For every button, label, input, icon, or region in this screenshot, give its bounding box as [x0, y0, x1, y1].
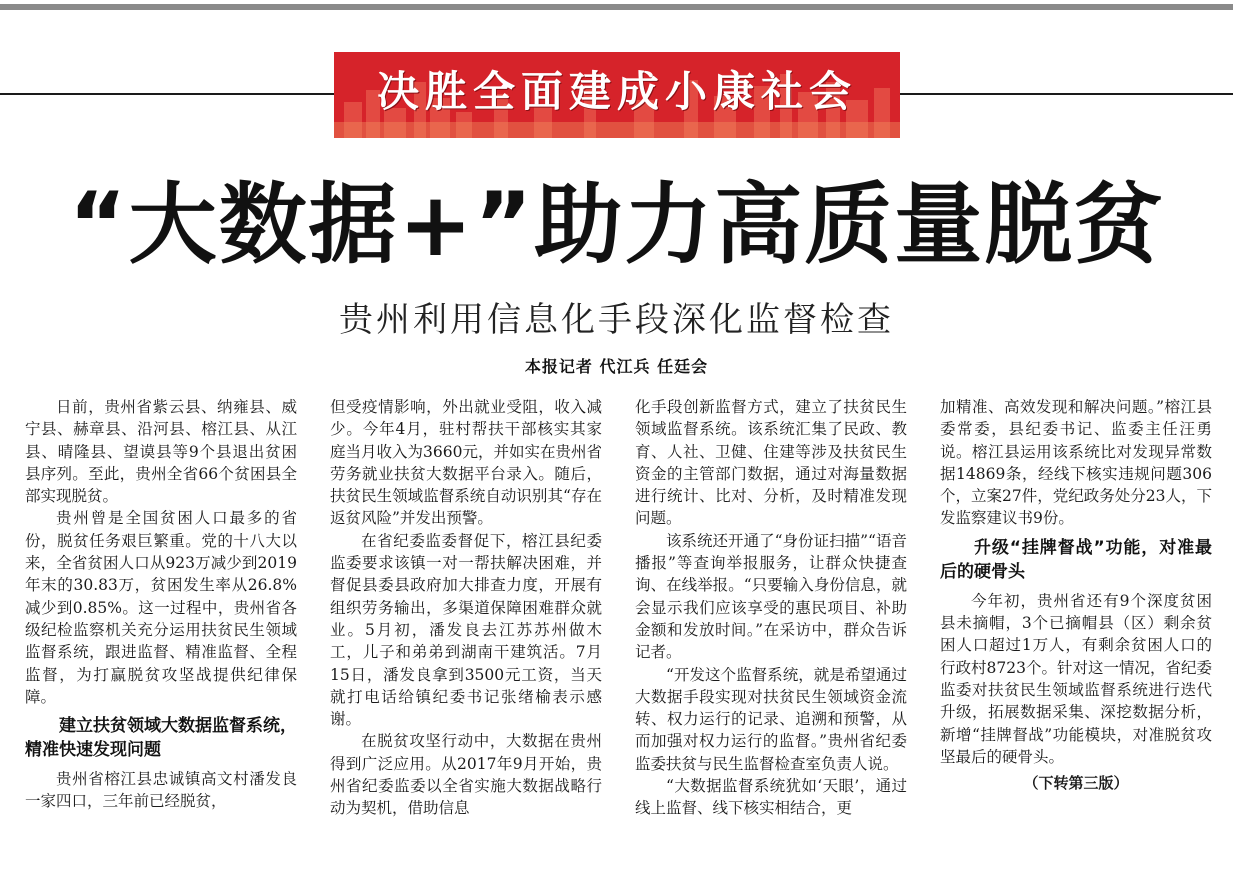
- paragraph-continued: 但受疫情影响，外出就业受阻，收入减少。今年4月，驻村帮扶干部核实其家庭当月收入为3660元，并如实在贵州省劳务就业扶贫大数据平台录入。随后，扶贫民生领域监督系统自动识别其“存在返贫风险”并发出预警。: [330, 398, 602, 528]
- banner-rule-right: [900, 93, 1233, 95]
- section-heading: 建立扶贫领域大数据监督系统，精准快速发现问题: [25, 716, 297, 761]
- paragraph-continued: 化手段创新监督方式，建立了扶贫民生领域监督系统。该系统汇集了民政、教育、人社、卫健、住建等涉及扶贫民生资金的主管部门数据，通过对海量数据进行统计、比对、分析，及时精准发现问题。: [635, 398, 907, 528]
- banner-rule-left: [0, 93, 334, 95]
- paragraph: 在脱贫攻坚行动中，大数据在贵州得到广泛应用。从2017年9月开始，贵州省纪委监委以全省实施大数据战略行动为契机，借助信息: [330, 732, 602, 818]
- paragraph: 今年初，贵州省还有9个深度贫困县未摘帽，3个已摘帽县（区）剩余贫困人口超过1万人，有剩余贫困人口的行政村8723个。针对这一情况，省纪委监委对扶贫民生领域监督系统进行迭代升级，拓展数据采集、深挖数据分析，新增“挂牌督战”功能模块，对准脱贫攻坚最后的硬骨头。: [940, 591, 1212, 766]
- paragraph-continued: 加精准、高效发现和解决问题。”榕江县委常委，县纪委书记、监委主任汪勇说。榕江县运用该系统比对发现异常数据14869条，经线下核实违规问题306个，立案27件，党纪政务处分23人，下发监察建议书9份。: [940, 398, 1212, 528]
- continued-on-page-note: （下转第三版）: [1023, 774, 1129, 793]
- paragraph: 该系统还开通了“身份证扫描”“语音播报”等查询举报服务，让群众快捷查询、在线举报。“只要输入身份信息，就会显示我们应该享受的惠民项目、补助金额和发放时间。”在采访中，群众告诉记者。: [635, 531, 907, 662]
- article-column-4: [940, 396, 1212, 875]
- banner-title: 决胜全面建成小康社会: [376, 67, 857, 116]
- byline: 本报记者 代江兵 任廷会: [524, 357, 709, 376]
- paragraph: 贵州曾是全国贫困人口最多的省份，脱贫任务艰巨繁重。党的十八大以来，全省贫困人口从923万减少到2019年末的30.83万，贫困发生率从26.8%减少到0.85%。这一过程中，贵州省各级纪检监察机关充分运用扶贫民生领域监督系统，跟进监督、精准监督、全程监督，为打赢脱贫攻坚战提供纪律保障。: [25, 509, 297, 706]
- subheadline: 贵州利用信息化手段深化监督检查: [339, 300, 894, 340]
- article-column-3: [635, 396, 907, 875]
- article-column-1: [25, 396, 297, 875]
- paragraph: 日前，贵州省紫云县、纳雍县、威宁县、赫章县、沿河县、榕江县、从江县、晴隆县、望谟县等9个县退出贫困县序列。至此，贵州全省66个贫困县全部实现脱贫。: [25, 398, 297, 506]
- section-banner: [334, 52, 900, 138]
- paragraph: 在省纪委监委督促下，榕江县纪委监委要求该镇一对一帮扶解决困难，并督促县委县政府加大排查力度，开展有组织劳务输出，多渠道保障困难群众就业。5月初，潘发良去江苏苏州做木工，儿子和弟弟到湖南干建筑活。7月15日，潘发良拿到3500元工资，当天就打电话给镇纪委书记张绪榆表示感谢。: [330, 531, 602, 729]
- headline: “大数据+”助力高质量脱贫: [68, 173, 1165, 276]
- article-column-2: [330, 396, 602, 875]
- paragraph: “大数据监督系统犹如‘天眼’，通过线上监督、线下核实相结合，更: [635, 777, 907, 818]
- paragraph: 贵州省榕江县忠诚镇高文村潘发良一家四口，三年前已经脱贫，: [25, 770, 297, 811]
- top-border-rule: [0, 4, 1233, 10]
- paragraph: “开发这个监督系统，就是希望通过大数据手段实现对扶贫民生领域资金流转、权力运行的记录、追溯和预警，从而加强对权力运行的监督。”贵州省纪委监委扶贫与民生监督检查室负责人说。: [635, 665, 907, 773]
- section-heading: 升级“挂牌督战”功能，对准最后的硬骨头: [940, 537, 1212, 582]
